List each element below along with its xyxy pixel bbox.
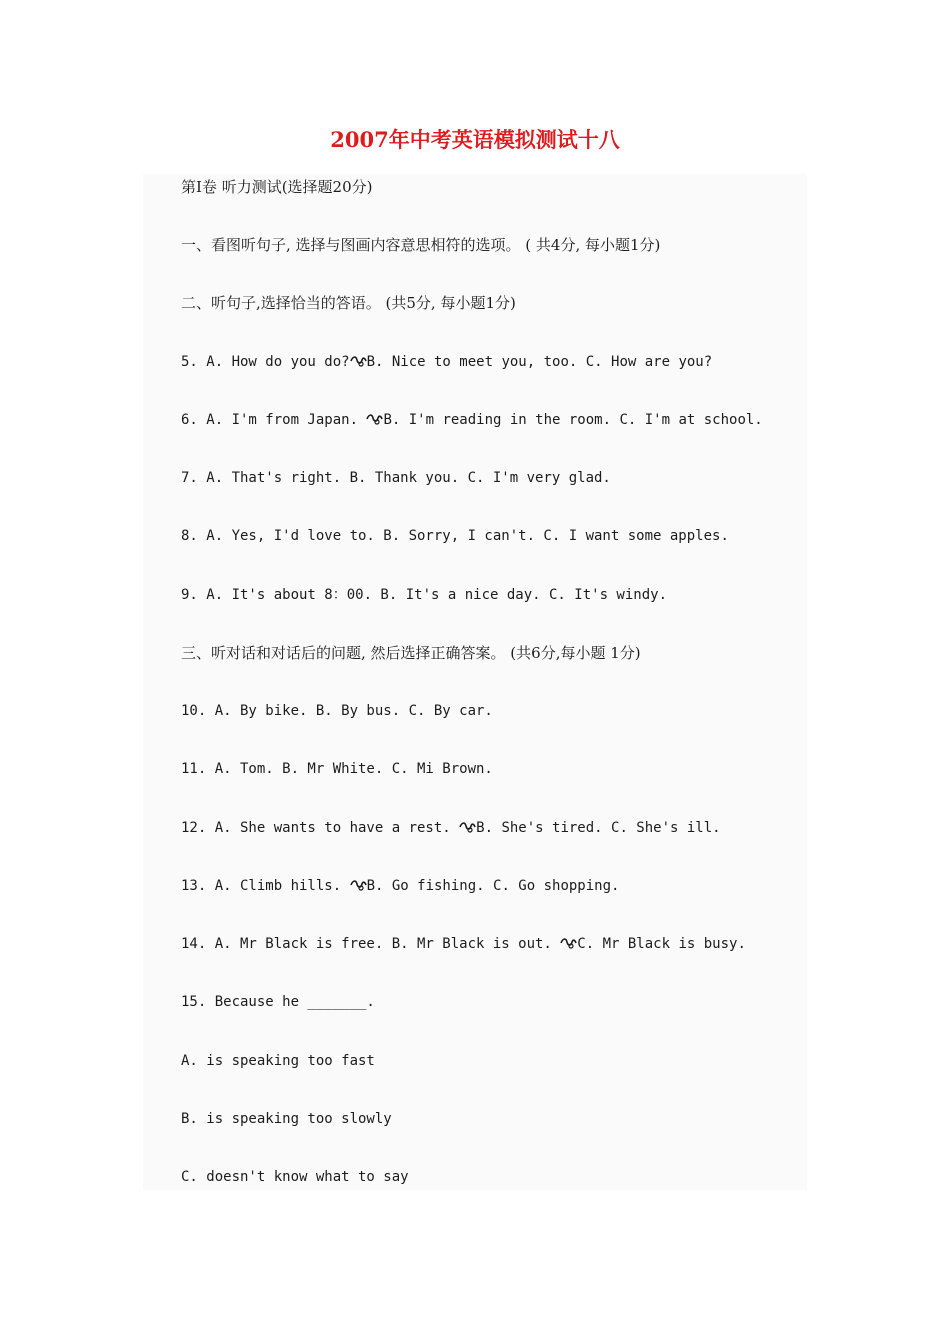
question-15-stem: 15. Because he _______. (181, 994, 375, 1010)
section-heading: 第Ⅰ卷 听力测试(选择题20分) (181, 178, 373, 196)
part3-heading: 三、听对话和对话后的问题, 然后选择正确答案。 (共6分,每小题 1分) (181, 644, 641, 662)
audio-squiggle-icon (560, 937, 577, 949)
question-6-rest: B. I'm reading in the room. C. I'm at school. (383, 412, 763, 428)
question-9: 9. A. It's about 8：00. B. It's a nice day. C. It's windy. (181, 587, 668, 603)
question-7: 7. A. That's right. B. Thank you. C. I'm very glad. (181, 470, 611, 486)
question-13 (181, 875, 619, 897)
question-10: 10. A. By bike. B. By bus. C. By car. (181, 703, 493, 719)
question-6-lead: 6. A. I'm from Japan. (181, 412, 367, 428)
question-5-rest: B. Nice to meet you, too. C. How are you? (366, 354, 713, 370)
audio-squiggle-icon (459, 821, 476, 833)
question-15-option-a: A. is speaking too fast (181, 1053, 375, 1069)
audio-squiggle-icon (350, 355, 367, 367)
question-12 (181, 817, 721, 839)
question-13-rest: B. Go fishing. C. Go shopping. (366, 878, 620, 894)
part1-heading: 一、看图听句子, 选择与图画内容意思相符的选项。 ( 共4分, 每小题1分) (181, 236, 661, 254)
audio-squiggle-icon (350, 879, 367, 891)
page-title: 2007年中考英语模拟测试十八 (330, 127, 620, 152)
question-12-rest: B. She's tired. C. She's ill. (476, 820, 721, 836)
question-14 (181, 933, 746, 955)
question-8: 8. A. Yes, I'd love to. B. Sorry, I can't. C. I want some apples. (181, 528, 729, 544)
question-15-option-c: C. doesn't know what to say (181, 1169, 409, 1185)
question-12-lead: 12. A. She wants to have a rest. (181, 820, 460, 836)
question-15-option-b: B. is speaking too slowly (181, 1111, 392, 1127)
content-panel (143, 174, 807, 1190)
part2-heading: 二、听句子,选择恰当的答语。 (共5分, 每小题1分) (181, 294, 516, 312)
question-5-lead: 5. A. How do you do? (181, 354, 350, 370)
question-5 (181, 351, 712, 373)
question-6 (181, 409, 763, 431)
audio-squiggle-icon (366, 413, 383, 425)
question-11: 11. A. Tom. B. Mr White. C. Mi Brown. (181, 761, 493, 777)
question-14-lead: 14. A. Mr Black is free. B. Mr Black is out. (181, 936, 561, 952)
question-13-lead: 13. A. Climb hills. (181, 878, 350, 894)
question-14-rest: C. Mr Black is busy. (577, 936, 746, 952)
